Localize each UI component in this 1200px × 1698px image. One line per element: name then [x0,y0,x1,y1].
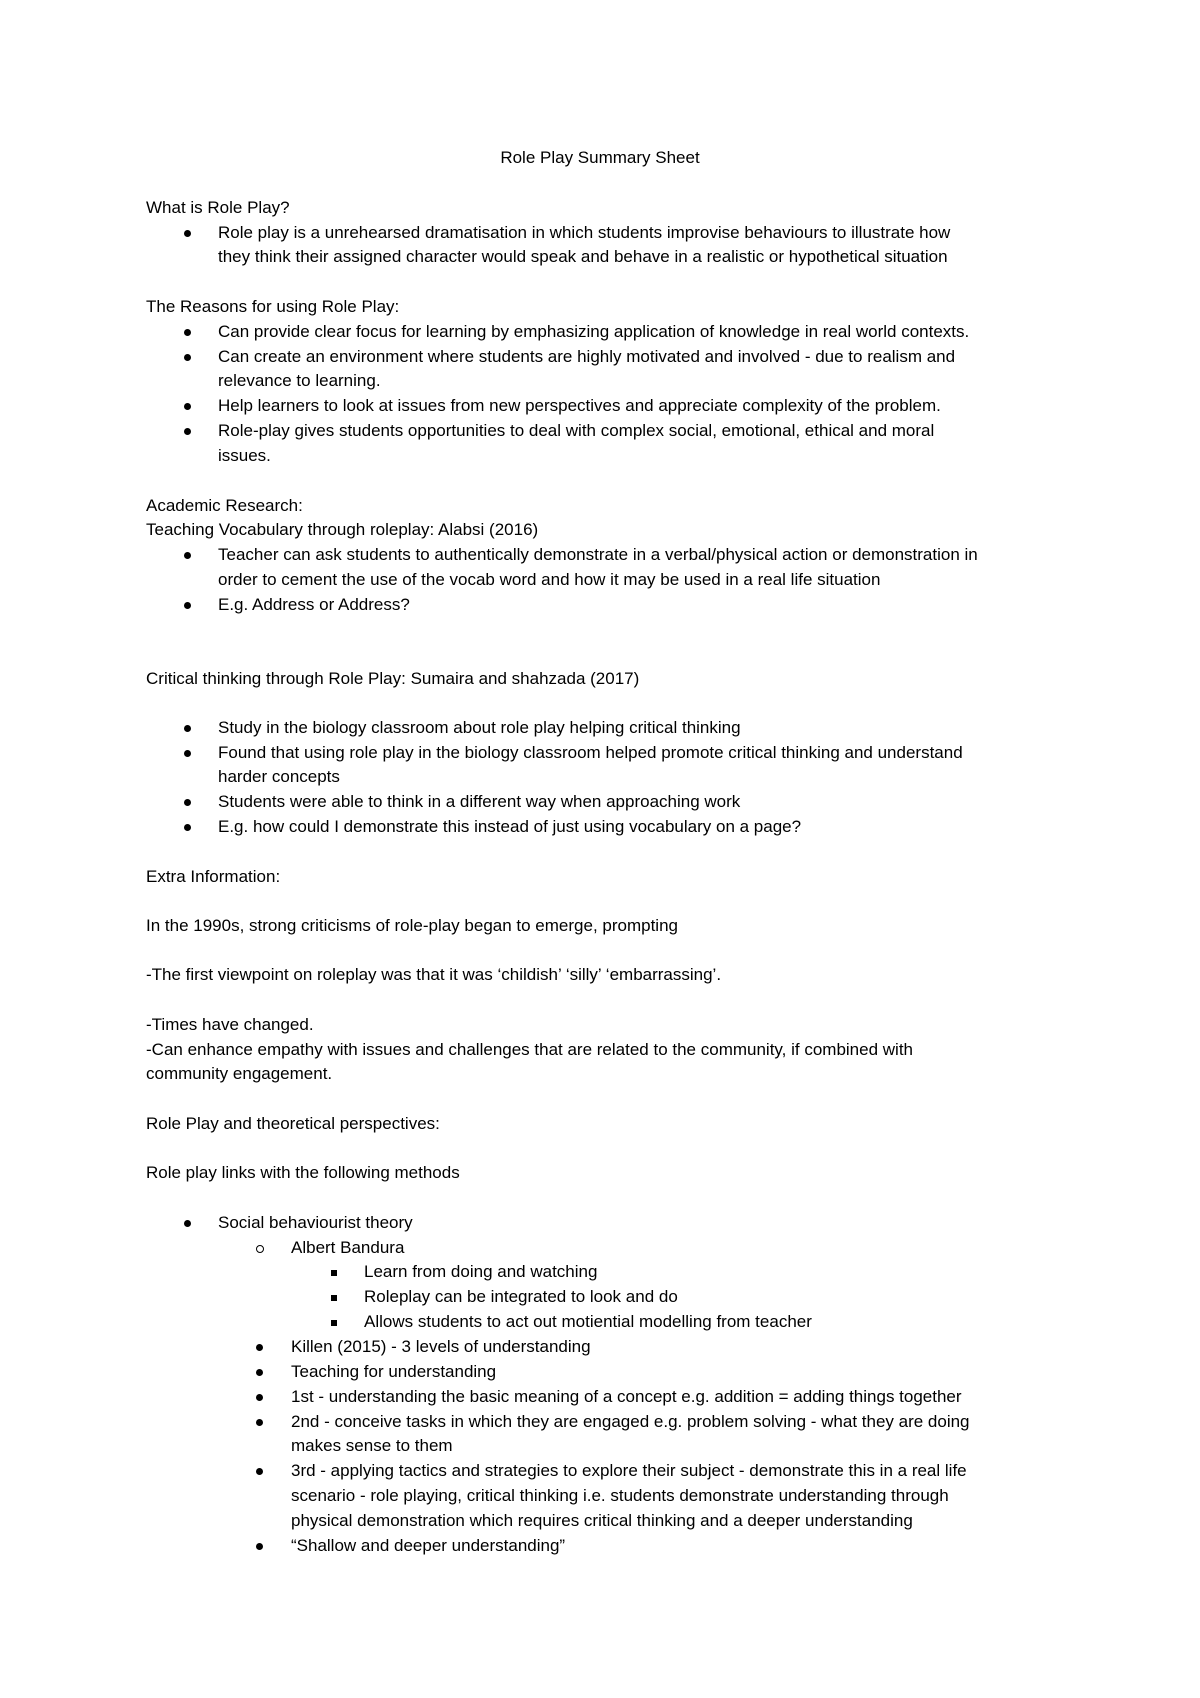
list-item-continuation: they think their assigned character would speak and behave in a realistic or hypothetical situation [218,247,948,266]
list-item: Social behaviourist theory [218,1213,413,1232]
bullet-dot [256,1459,263,1483]
list-item-continuation: scenario - role playing, critical thinking i.e. students demonstrate understanding through [291,1486,949,1505]
paragraph: -Times have changed. [146,1015,314,1034]
list-item-level-3: Allows students to act out motiential modelling from teacher [364,1312,812,1331]
section-heading-research: Academic Research: [146,496,303,515]
list-item-level-3: Learn from doing and watching [364,1262,598,1281]
bullet-dot [184,815,191,839]
page-title: Role Play Summary Sheet [500,148,700,167]
section-heading-extra: Extra Information: [146,867,281,886]
list-item-level-2: 3rd - applying tactics and strategies to explore their subject - demonstrate this in a real life [291,1461,967,1480]
section-heading-what-is: What is Role Play? [146,198,290,217]
list-item: E.g. how could I demonstrate this instead of just using vocabulary on a page? [218,817,802,836]
list-item-continuation: relevance to learning. [218,371,381,390]
bullet-dot [184,1211,191,1235]
section-subheading-vocabulary: Teaching Vocabulary through roleplay: Alabsi (2016) [146,520,539,539]
bullet-circle [256,1236,264,1260]
section-heading-reasons: The Reasons for using Role Play: [146,297,400,316]
list-item-continuation: makes sense to them [291,1436,453,1455]
bullet-square [331,1260,337,1284]
bullet-dot [184,790,191,814]
list-item-continuation: physical demonstration which requires critical thinking and a deeper understanding [291,1511,913,1530]
bullet-dot [184,320,191,344]
bullet-dot [184,593,191,617]
paragraph: -The first viewpoint on roleplay was that it was ‘childish’ ‘silly’ ‘embarrassing’. [146,965,722,984]
bullet-dot [184,741,191,765]
list-item-continuation: order to cement the use of the vocab word and how it may be used in a real life situation [218,570,881,589]
bullet-dot [184,716,191,740]
list-item: Found that using role play in the biology classroom helped promote critical thinking and understand [218,743,963,762]
list-item: E.g. Address or Address? [218,595,410,614]
section-heading-theory: Role Play and theoretical perspectives: [146,1114,440,1133]
bullet-dot [256,1385,263,1409]
list-item-level-2: 2nd - conceive tasks in which they are engaged e.g. problem solving - what they are doing [291,1412,970,1431]
list-item: Teacher can ask students to authentically demonstrate in a verbal/physical action or demonstration in [218,545,978,564]
list-item: Role-play gives students opportunities to deal with complex social, emotional, ethical and moral [218,421,935,440]
list-item-level-2: “Shallow and deeper understanding” [291,1536,566,1555]
paragraph: -Can enhance empathy with issues and challenges that are related to the community, if combined with [146,1040,913,1059]
paragraph-continuation: community engagement. [146,1064,333,1083]
bullet-dot [256,1360,263,1384]
bullet-dot [256,1534,263,1558]
list-item-level-3: Roleplay can be integrated to look and do [364,1287,678,1306]
list-item: Help learners to look at issues from new perspectives and appreciate complexity of the problem. [218,396,941,415]
list-item-level-2: Albert Bandura [291,1238,405,1257]
list-item-continuation: issues. [218,446,271,465]
bullet-dot [184,394,191,418]
list-item: Students were able to think in a different way when approaching work [218,792,741,811]
paragraph: In the 1990s, strong criticisms of role-play began to emerge, prompting [146,916,678,935]
list-item-level-2: Teaching for understanding [291,1362,497,1381]
bullet-dot [256,1410,263,1434]
bullet-dot [184,345,191,369]
list-item-level-2: Killen (2015) - 3 levels of understanding [291,1337,591,1356]
list-item-continuation: harder concepts [218,767,340,786]
section-heading-critical-thinking: Critical thinking through Role Play: Sumaira and shahzada (2017) [146,669,640,688]
list-item-level-2: 1st - understanding the basic meaning of a concept e.g. addition = adding things together [291,1387,962,1406]
list-item: Role play is a unrehearsed dramatisation in which students improvise behaviours to illustrate how [218,223,951,242]
list-item: Can create an environment where students are highly motivated and involved - due to realism and [218,347,956,366]
bullet-dot [184,221,191,245]
bullet-square [331,1310,337,1334]
bullet-dot [184,543,191,567]
list-item: Can provide clear focus for learning by emphasizing application of knowledge in real world contexts. [218,322,970,341]
bullet-dot [256,1335,263,1359]
list-item: Study in the biology classroom about role play helping critical thinking [218,718,741,737]
bullet-square [331,1285,337,1309]
bullet-dot [184,419,191,443]
paragraph: Role play links with the following methods [146,1163,460,1182]
